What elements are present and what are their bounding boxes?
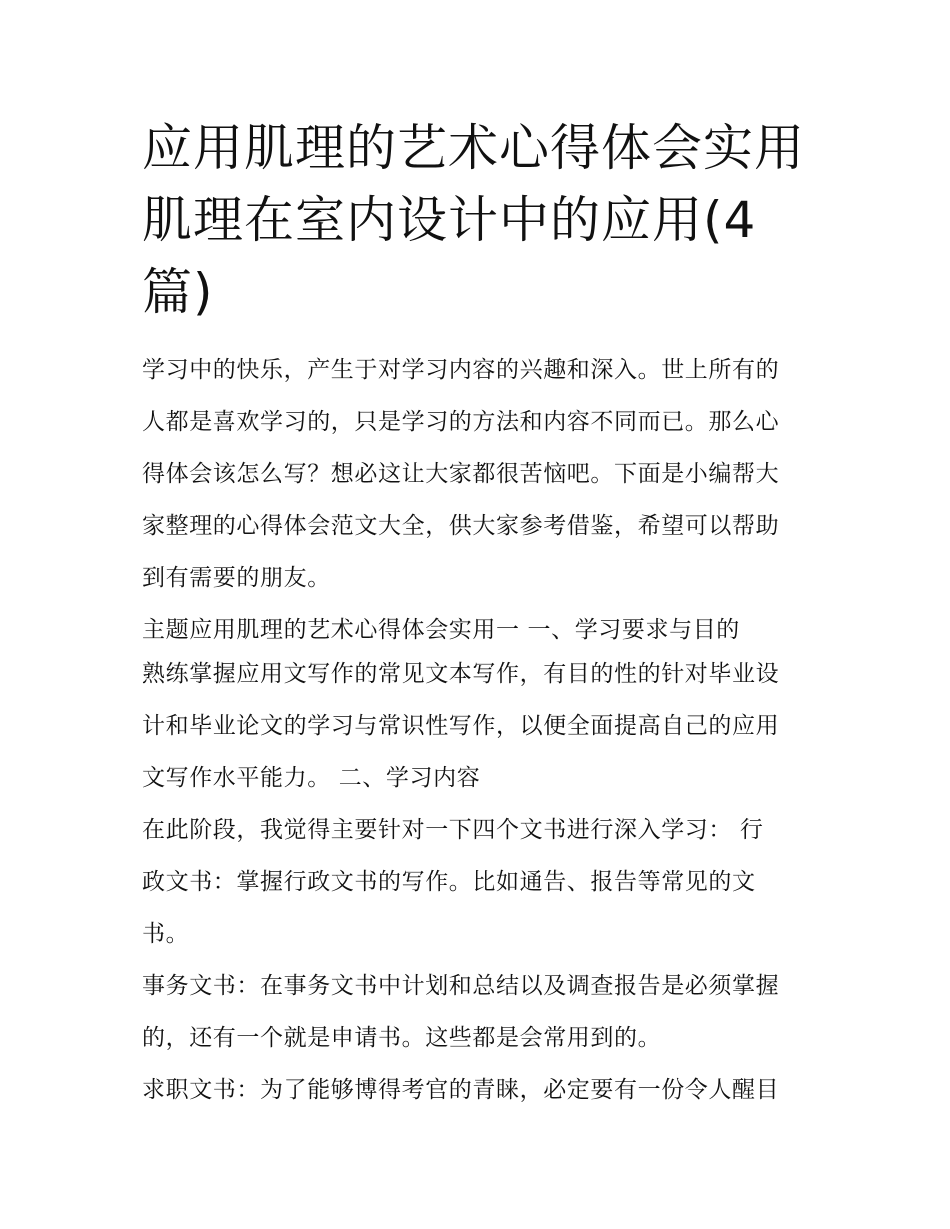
body-line: 的，还有一个就是申请书。这些都是会常用到的。 [142, 1025, 662, 1051]
body-line: 求职文书：为了能够博得考官的青睐，必定要有一份令人醒目 [142, 1077, 780, 1103]
body-line: 文写作水平能力。 二、学习内容 [142, 765, 481, 791]
title-line: 肌理在室内设计中的应用(4 [142, 191, 757, 249]
body-line: 学习中的快乐，产生于对学习内容的兴趣和深入。世上所有的 [142, 357, 780, 383]
body-line: 到有需要的朋友。 [142, 565, 331, 591]
body-line: 熟练掌握应用文写作的常见文本写作，有目的性的针对毕业设 [142, 661, 780, 687]
body-line: 主题应用肌理的艺术心得体会实用一 一、学习要求与目的 [142, 617, 740, 643]
document-title [142, 112, 822, 328]
body-line: 家整理的心得体会范文大全，供大家参考借鉴，希望可以帮助 [142, 513, 780, 539]
body-line: 在此阶段，我觉得主要针对一下四个文书进行深入学习： 行 [142, 817, 764, 843]
body-line: 书。 [142, 921, 190, 947]
body-line: 人都是喜欢学习的，只是学习的方法和内容不同而已。那么心 [142, 409, 780, 435]
body-line: 事务文书：在事务文书中计划和总结以及调查报告是必须掌握 [142, 973, 780, 999]
body-line: 计和毕业论文的学习与常识性写作，以便全面提高自己的应用 [142, 713, 780, 739]
body-line: 得体会该怎么写？想必这让大家都很苦恼吧。下面是小编帮大 [142, 461, 780, 487]
document-body [142, 355, 822, 1105]
title-line: 应用肌理的艺术心得体会实用 [142, 119, 805, 177]
body-line: 政文书：掌握行政文书的写作。比如通告、报告等常见的文 [142, 869, 756, 895]
title-line: 篇) [142, 263, 214, 321]
